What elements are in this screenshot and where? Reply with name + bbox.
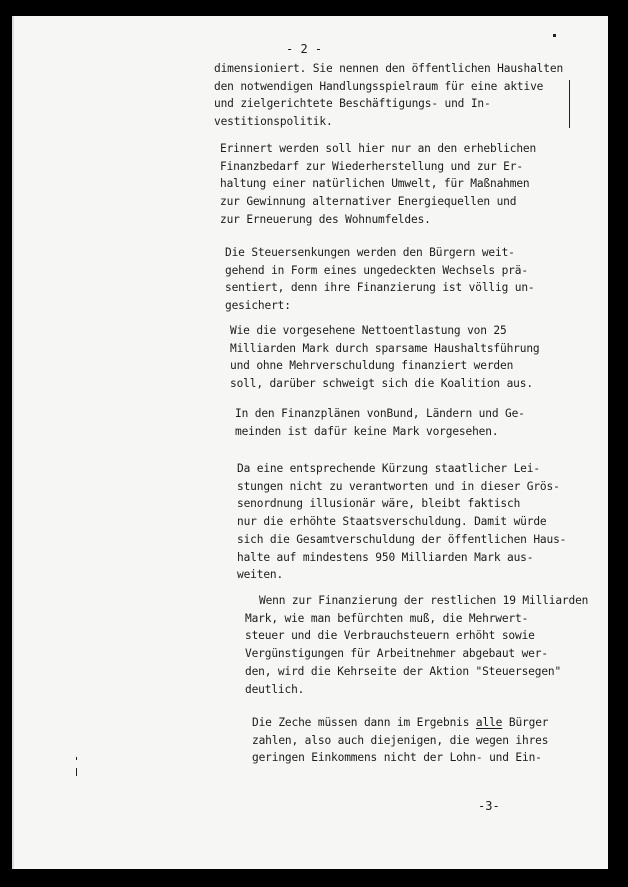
paragraph-3: Die Steuersenkungen werden den Bürgern weit- gehend in Form eines ungedeckten Wechsels prä- sentiert, denn ihre Finanzierung ist völlig un- gesichert:	[225, 246, 535, 313]
margin-tick	[76, 768, 77, 776]
margin-line	[569, 80, 570, 128]
underlined-word: alle	[475, 716, 503, 729]
page-number: - 2 -	[286, 42, 323, 56]
margin-tick	[76, 757, 77, 760]
paragraph-8: Die Zeche müssen dann im Ergebnis alle Bürger zahlen, also auch diejenigen, die wegen ihres geringen Einkommens nicht der Lohn- und Ein-	[252, 716, 549, 765]
document-page	[12, 16, 608, 869]
paragraph-2: Erinnert werden soll hier nur an den erheblichen Finanzbedarf zur Wiederherstellung und zur Er- haltung einer natürlichen Umwelt, für Maßnahmen zur Gewinnung alternativer Energiequellen und zur Erneuerung des Wohnumfeldes.	[220, 142, 537, 226]
paragraph-4: Wie die vorgesehene Nettoentlastung von 25 Milliarden Mark durch sparsame Haushaltsführung und ohne Mehrverschuldung finanziert werden soll, darüber schweigt sich die Koalition aus.	[230, 324, 540, 391]
paragraph-7: Wenn zur Finanzierung der restlichen 19 Milliarden Mark, wie man befürchten muß, die Mehrwert- steuer und die Verbrauchsteuern erhöht sowie Vergünstigungen für Arbeitnehmer abgebaut wer- den, wird die Kehrseite der Aktion "Steuersegen" deutlich.	[245, 594, 589, 696]
scan-speck	[553, 34, 556, 37]
continuation-marker: -3-	[478, 799, 500, 813]
scan-edge	[12, 16, 14, 869]
paragraph-5: In den Finanzplänen vonBund, Ländern und Ge- meinden ist dafür keine Mark vorgesehen.	[235, 407, 525, 438]
paragraph-6: Da eine entsprechende Kürzung staatlicher Lei- stungen nicht zu verantworten und in dieser Grös- senordnung illusionär wäre, bleibt faktisch nur die erhöhte Staatsverschuldung. Damit würde sich die Gesamtverschuldung der öffentlichen Haus- halte auf mindestens 950 Milliarden Mark aus- weiten.	[237, 462, 567, 582]
paragraph-1: dimensioniert. Sie nennen den öffentlichen Haushalten den notwendigen Handlungsspielraum für eine aktive und zielgerichtete Beschäftigungs- und In- vestitionspolitik.	[214, 62, 564, 129]
